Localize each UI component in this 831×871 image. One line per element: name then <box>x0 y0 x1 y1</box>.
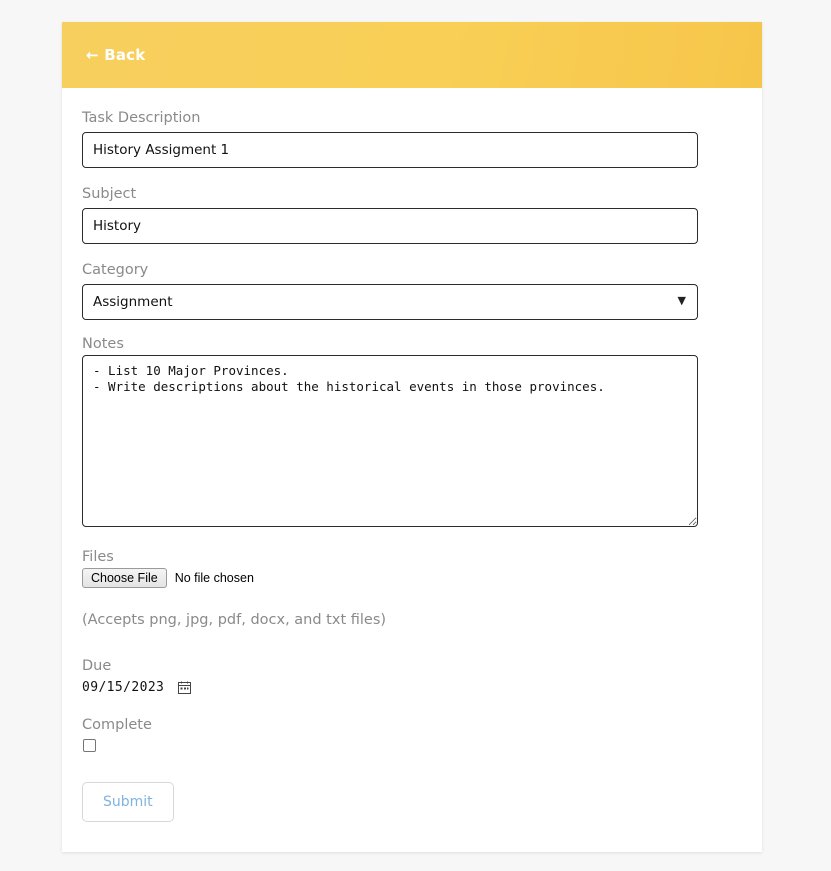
choose-file-button[interactable]: Choose File <box>82 568 167 588</box>
file-status-text: No file chosen <box>174 571 254 585</box>
category-label: Category <box>82 262 149 278</box>
files-hint-text: (Accepts png, jpg, pdf, docx, and txt files) <box>82 612 387 628</box>
card-body <box>62 88 762 852</box>
due-label: Due <box>82 658 112 674</box>
chevron-down-icon: ▼ <box>677 294 686 307</box>
due-date-row[interactable] <box>82 680 742 695</box>
file-upload-row <box>82 568 742 588</box>
card-header <box>62 22 762 88</box>
files-label: Files <box>82 549 114 565</box>
complete-label: Complete <box>82 717 152 733</box>
calendar-icon[interactable] <box>178 681 191 694</box>
category-select-wrap <box>82 284 698 320</box>
complete-checkbox[interactable] <box>83 739 96 752</box>
subject-label: Subject <box>82 186 137 202</box>
submit-button[interactable]: Submit <box>82 782 174 822</box>
subject-input[interactable] <box>82 208 698 244</box>
task-description-label: Task Description <box>82 110 201 126</box>
task-description-input[interactable] <box>82 132 698 168</box>
notes-label: Notes <box>82 336 124 352</box>
category-select[interactable] <box>82 284 698 320</box>
back-link[interactable]: ← Back <box>86 46 146 64</box>
due-date-value[interactable]: 09/15/2023 <box>82 680 165 695</box>
notes-textarea[interactable] <box>82 355 698 527</box>
task-form-card <box>62 22 762 852</box>
